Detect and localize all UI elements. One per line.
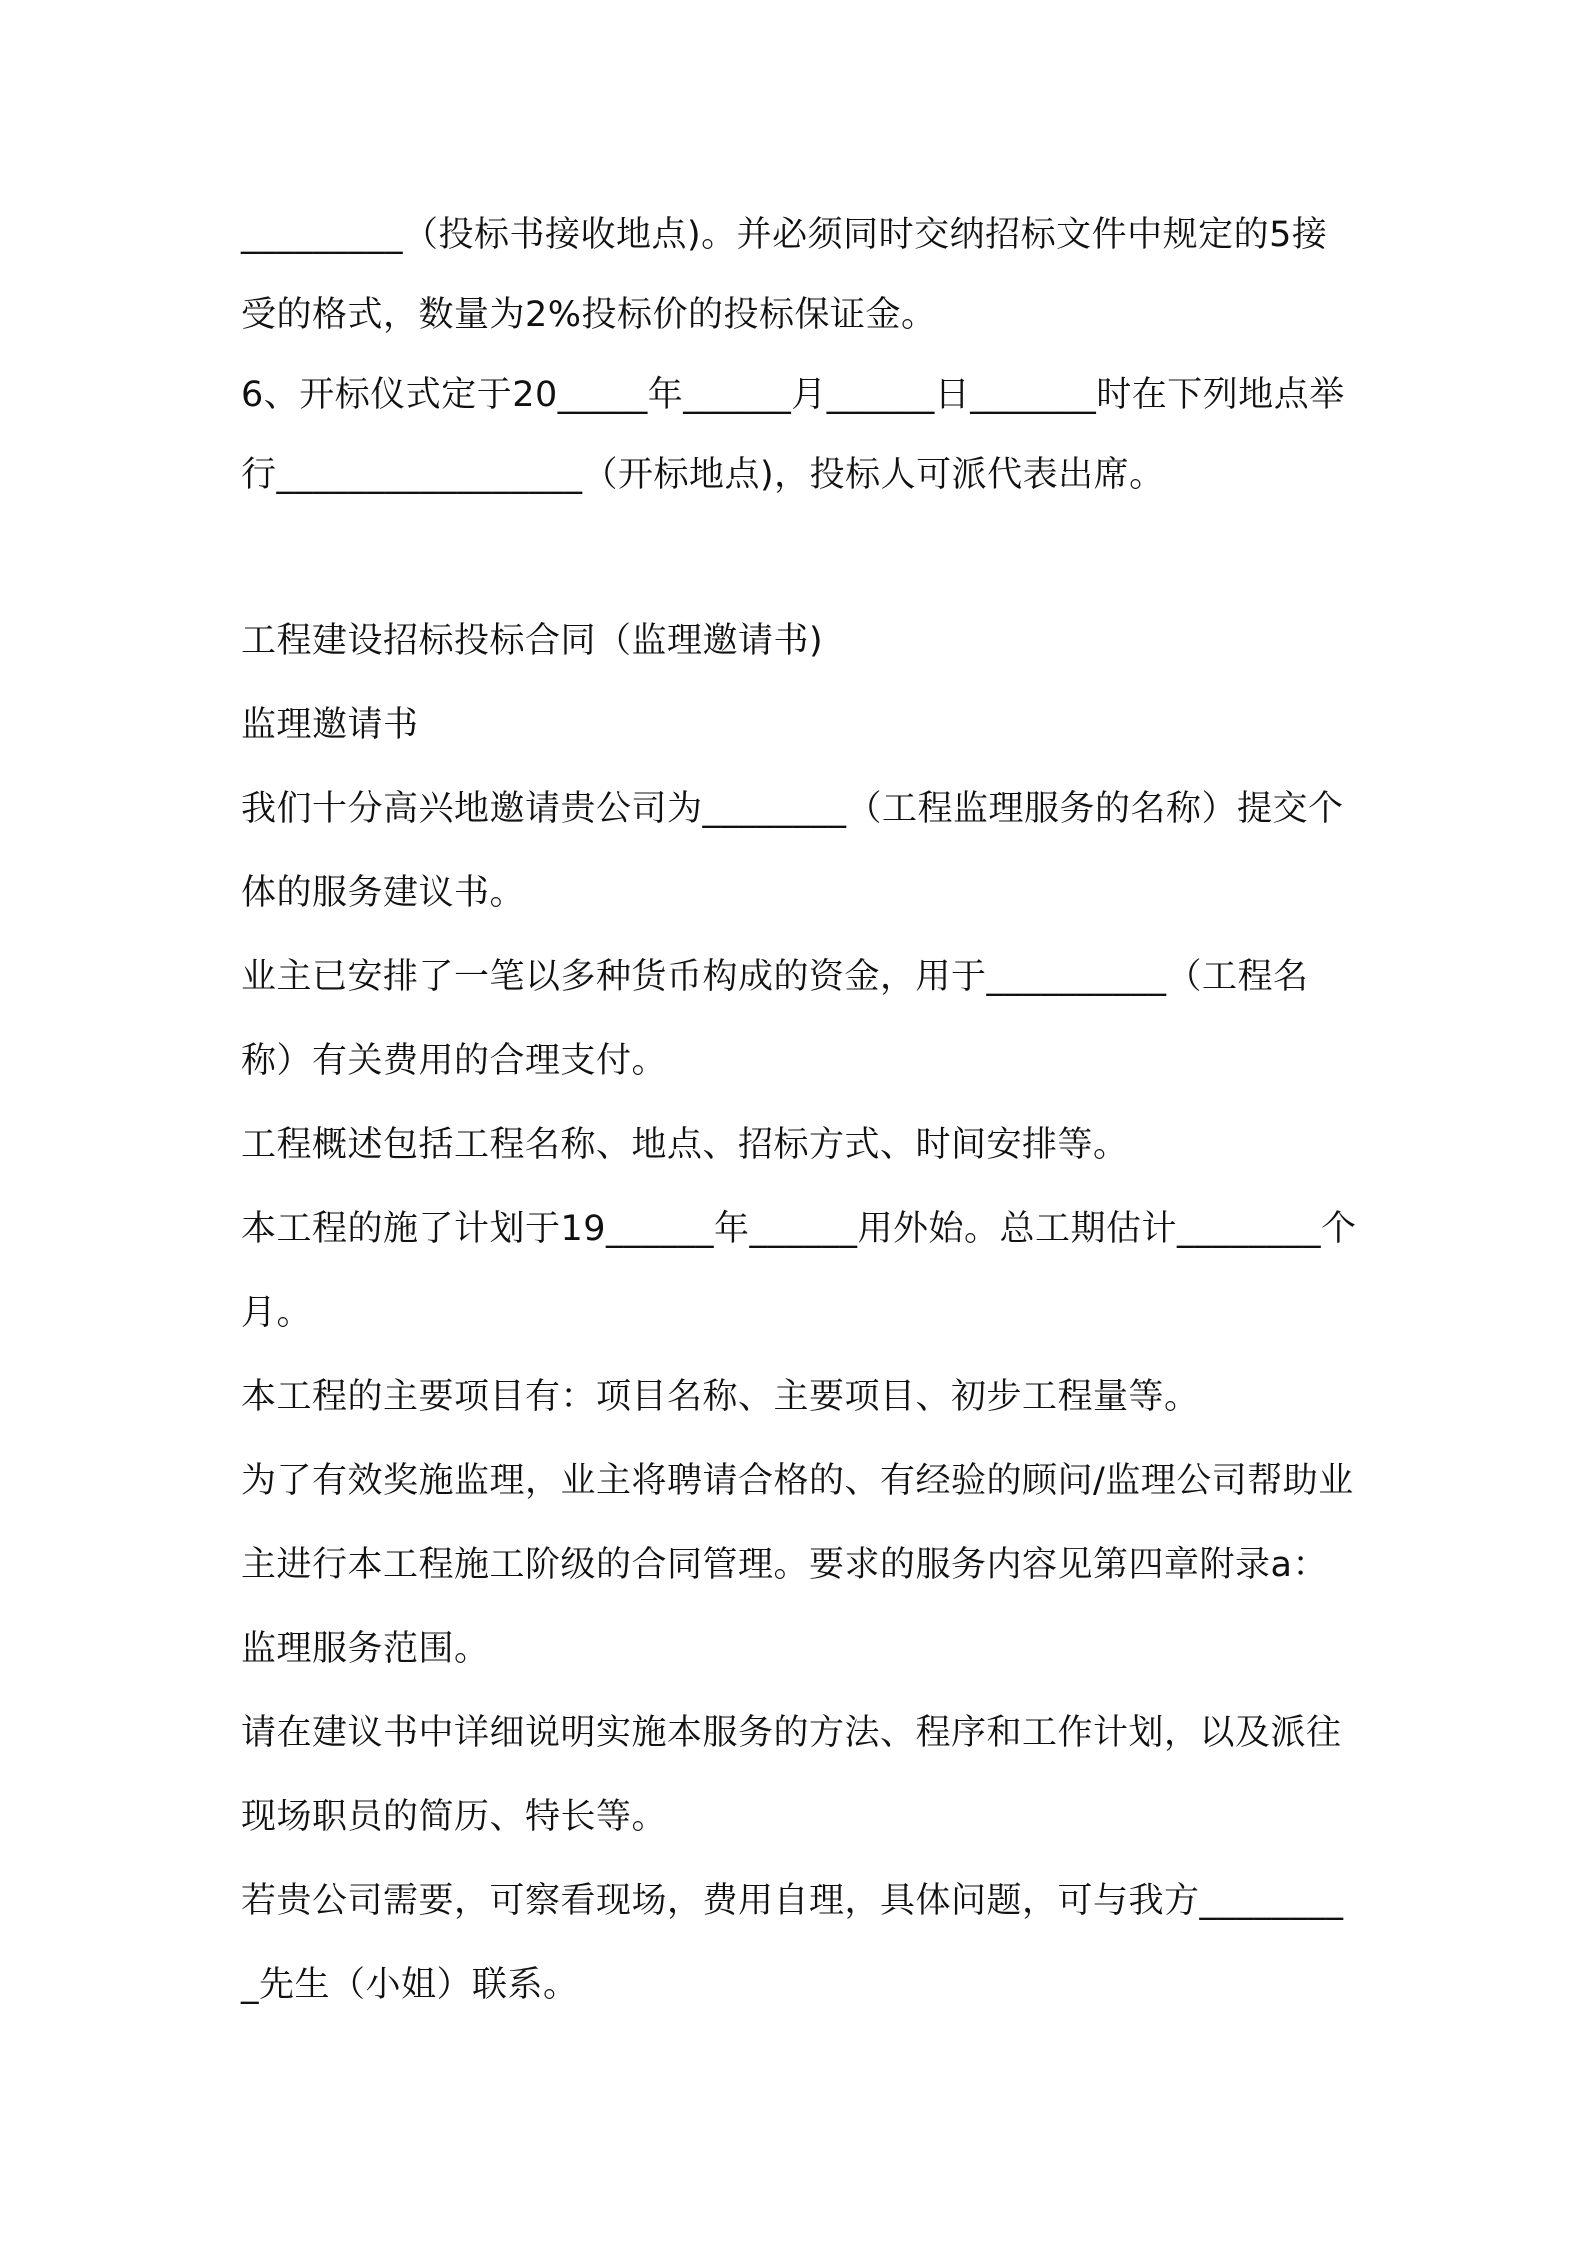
paragraph-funding: 业主已安排了一笔以多种货币构成的资金，用于__________（工程名称）有关费用的合理支付。 <box>241 957 1309 1081</box>
section-gap <box>241 515 1361 599</box>
paragraph-bid-opening: 6、开标仪式定于20_____年______月______日_______时在下列地点举行_________________（开标地点)，投标人可派代表出席。 <box>241 375 1345 495</box>
paragraph-proposal-details: 请在建议书中详细说明实施本服务的方法、程序和工作计划，以及派往现场职员的简历、特长等。 <box>241 1713 1342 1837</box>
paragraph-supervision: 为了有效奖施监理，业主将聘请合格的、有经验的顾问/监理公司帮助业主进行本工程施工阶级的合同管理。要求的服务内容见第四章附录a：监理服务范围。 <box>241 1461 1354 1669</box>
document-body <box>241 195 1361 2027</box>
paragraph-schedule: 本工程的施了计划于19______年______用外始。总工期估计________个月。 <box>241 1209 1357 1333</box>
section-heading: 工程建设招标投标合同（监理邀请书) <box>241 621 824 661</box>
paragraph-overview: 工程概述包括工程名称、地点、招标方式、时间安排等。 <box>241 1125 1129 1165</box>
paragraph-bid-submission: _________（投标书接收地点)。并必须同时交纳招标文件中规定的5接受的格式，数量为2%投标价的投标保证金。 <box>241 215 1328 335</box>
section-subheading: 监理邀请书 <box>241 705 419 745</box>
paragraph-site-visit: 若贵公司需要，可察看现场，费用自理，具体问题，可与我方_________先生（小姐）联系。 <box>241 1881 1344 2005</box>
paragraph-main-items: 本工程的主要项目有：项目名称、主要项目、初步工程量等。 <box>241 1377 1200 1417</box>
paragraph-invitation: 我们十分高兴地邀请贵公司为________（工程监理服务的名称）提交个体的服务建议书。 <box>241 789 1344 913</box>
